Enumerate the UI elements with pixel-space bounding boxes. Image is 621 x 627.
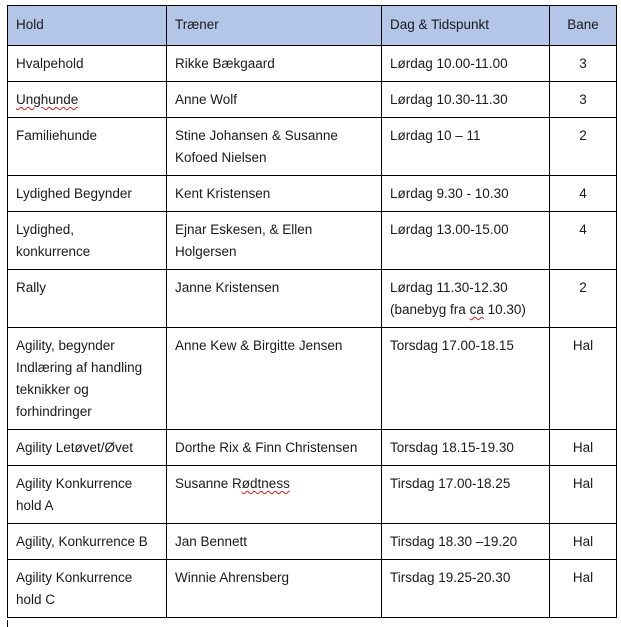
header-traener: Træner <box>167 6 382 46</box>
cell-line: Lørdag 11.30-12.30 <box>390 280 508 295</box>
cell-dag <box>382 270 550 328</box>
cell-line: Rally <box>16 280 47 295</box>
cell-traener <box>167 82 382 118</box>
cell-line: Janne Kristensen <box>175 280 280 295</box>
table-row <box>8 328 617 430</box>
cell-line: Rikke Bækgaard <box>175 56 275 71</box>
cell-line: Stine Johansen & Susanne <box>175 128 338 143</box>
cell-line: Lørdag 13.00-15.00 <box>390 222 509 237</box>
cell-line: Tirsdag 17.00-18.25 <box>390 476 511 491</box>
cell-line: Jan Bennett <box>175 534 248 549</box>
cell-bane: Hal <box>550 328 617 430</box>
cell-line: hold A <box>16 498 54 513</box>
cell-line: Dorthe Rix & Finn Christensen <box>175 440 358 455</box>
cell-line: Agility, Konkurrence B <box>16 534 148 549</box>
cell-dag <box>382 82 550 118</box>
cell-line: Lørdag 10.30-11.30 <box>390 92 508 107</box>
table-row <box>8 524 617 560</box>
cell-traener <box>167 176 382 212</box>
cell-line: forhindringer <box>16 404 92 419</box>
cell-line: Kofoed Nielsen <box>175 150 267 165</box>
cell-line: Tirsdag 19.25-20.30 <box>390 570 511 585</box>
cell-hold <box>8 270 167 328</box>
cell-line: Familiehunde <box>16 128 98 143</box>
cell-hold <box>8 430 167 466</box>
table-row <box>8 212 617 270</box>
cell-line: Unghunde <box>16 92 79 107</box>
cell-bane: Hal <box>550 466 617 524</box>
cell-line: Winnie Ahrensberg <box>175 570 290 585</box>
cell-line: Anne Wolf <box>175 92 238 107</box>
cell-traener <box>167 466 382 524</box>
table-row <box>8 270 617 328</box>
cell-hold <box>8 118 167 176</box>
table-row <box>8 118 617 176</box>
cell-line: Holgersen <box>175 244 237 259</box>
schedule-table <box>7 5 617 618</box>
cell-line: Kent Kristensen <box>175 186 271 201</box>
header-row <box>8 6 617 46</box>
cell-dag <box>382 430 550 466</box>
cell-traener <box>167 430 382 466</box>
cell-traener <box>167 328 382 430</box>
table-row <box>8 46 617 82</box>
cell-hold <box>8 46 167 82</box>
cell-line: Torsdag 17.00-18.15 <box>390 338 514 353</box>
cell-bane: 4 <box>550 212 617 270</box>
cell-hold <box>8 560 167 618</box>
table-row <box>8 82 617 118</box>
cell-line: Torsdag 18.15-19.30 <box>390 440 514 455</box>
cell-line: Indlæring af handling <box>16 360 143 375</box>
cell-dag <box>382 328 550 430</box>
header-dag: Dag & Tidspunkt <box>382 6 550 46</box>
table-row <box>8 466 617 524</box>
cell-dag <box>382 176 550 212</box>
table-body <box>8 46 617 618</box>
header-hold: Hold <box>8 6 167 46</box>
cell-dag <box>382 46 550 82</box>
cell-dag <box>382 212 550 270</box>
cell-line: Lydighed, <box>16 222 75 237</box>
cell-line: Susanne Rødtness <box>175 476 290 491</box>
cell-hold <box>8 212 167 270</box>
cell-bane: 2 <box>550 118 617 176</box>
cell-traener <box>167 212 382 270</box>
cell-line: Lørdag 10.00-11.00 <box>390 56 508 71</box>
cell-dag <box>382 560 550 618</box>
cell-line: konkurrence <box>16 244 91 259</box>
cell-bane: Hal <box>550 524 617 560</box>
cell-traener <box>167 560 382 618</box>
cell-bane: Hal <box>550 430 617 466</box>
cell-dag <box>382 118 550 176</box>
cell-hold <box>8 176 167 212</box>
cell-line: Lørdag 9.30 - 10.30 <box>390 186 509 201</box>
cell-hold <box>8 328 167 430</box>
cell-line: Agility Letøvet/Øvet <box>16 440 134 455</box>
table-row <box>8 430 617 466</box>
cell-bane: 3 <box>550 46 617 82</box>
cell-bane: 2 <box>550 270 617 328</box>
cell-line: Ejnar Eskesen, & Ellen <box>175 222 313 237</box>
header-bane: Bane <box>550 6 617 46</box>
cell-line: Tirsdag 18.30 –19.20 <box>390 534 518 549</box>
cell-dag <box>382 466 550 524</box>
cell-traener <box>167 118 382 176</box>
cell-line: Lydighed Begynder <box>16 186 132 201</box>
cell-line: Hvalpehold <box>16 56 84 71</box>
table-row <box>8 560 617 618</box>
cell-hold <box>8 524 167 560</box>
cell-traener <box>167 524 382 560</box>
cell-line: Agility, begynder <box>16 338 115 353</box>
cell-line: Agility Konkurrence <box>16 570 133 585</box>
cell-hold <box>8 466 167 524</box>
cell-line: teknikker og <box>16 382 89 397</box>
cell-line: Anne Kew & Birgitte Jensen <box>175 338 343 353</box>
cell-traener <box>167 270 382 328</box>
cell-bane: 4 <box>550 176 617 212</box>
cell-hold <box>8 82 167 118</box>
cell-bane: 3 <box>550 82 617 118</box>
cell-line: Lørdag 10 – 11 <box>390 128 481 143</box>
text-cursor <box>7 620 8 627</box>
cell-traener <box>167 46 382 82</box>
cell-dag <box>382 524 550 560</box>
cell-line: (banebyg fra ca 10.30) <box>390 302 526 317</box>
cell-bane: Hal <box>550 560 617 618</box>
cell-line: Agility Konkurrence <box>16 476 133 491</box>
cell-line: hold C <box>16 592 56 607</box>
table-row <box>8 176 617 212</box>
